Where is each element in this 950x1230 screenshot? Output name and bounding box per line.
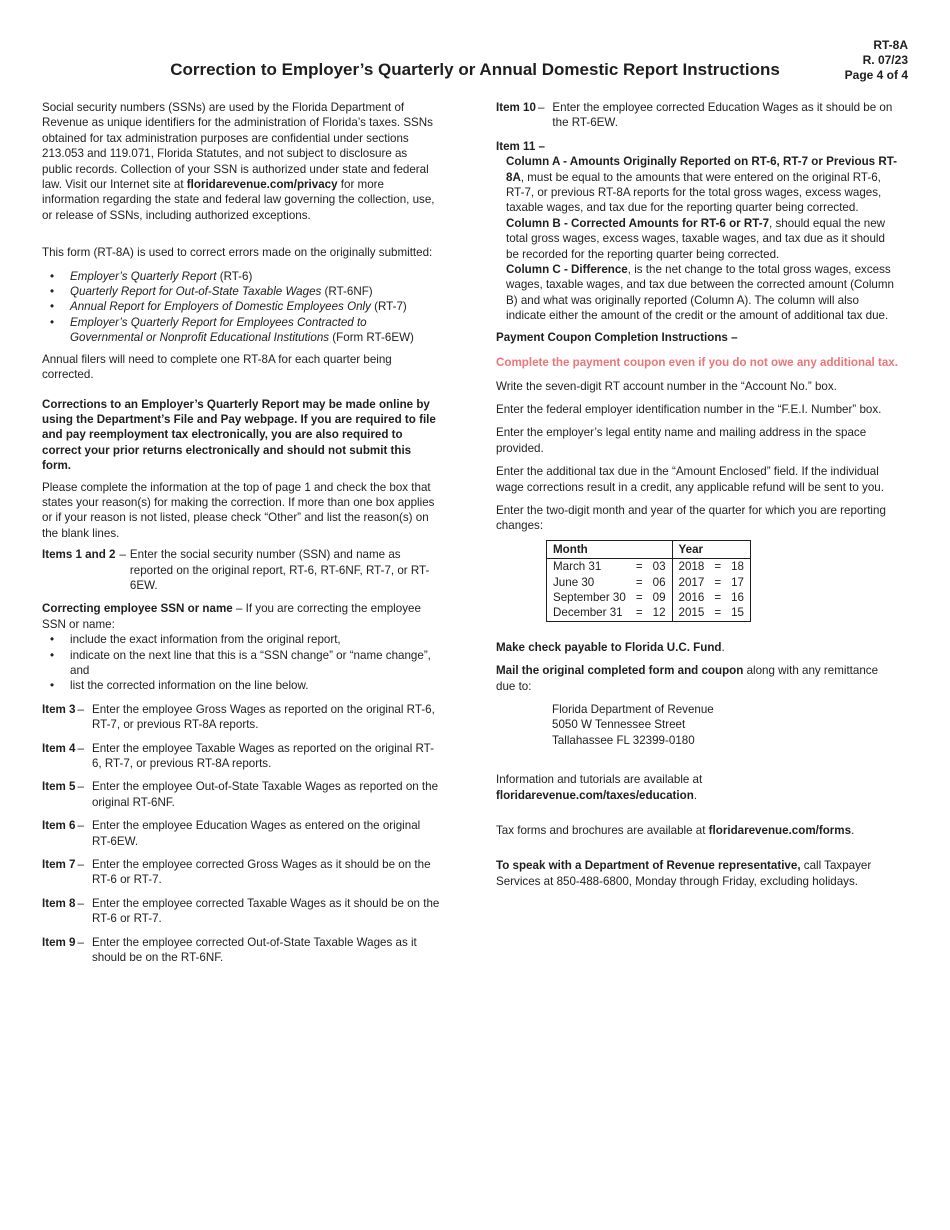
address-line: Tallahassee FL 32399-0180: [552, 733, 695, 747]
form-number: RT-8A: [873, 38, 908, 52]
table-row: December 31 = 12 2015 = 15: [553, 606, 745, 620]
coupon-step: Enter the additional tax due in the “Amount Enclosed” field. If the individual wage corrections result in a credit, any applicable refund will be sent to you.: [496, 465, 884, 494]
table-row: March 31 = 03 2018 = 18: [553, 560, 745, 574]
item-8: Item 8 – Enter the employee corrected Taxable Wages as it should be on the RT-6 or RT-7.: [42, 896, 440, 926]
coupon-step: Enter the two-digit month and year of the quarter for which you are reporting changes:: [496, 503, 886, 533]
table-row: June 30 = 06 2017 = 17: [553, 575, 745, 589]
item-4: Item 4 – Enter the employee Taxable Wages as reported on the original RT-6, RT-7, or previous RT-8A reports.: [42, 741, 434, 771]
coupon-step: Enter the employer’s legal entity name and mailing address in the space provided.: [496, 426, 867, 455]
contact-text: To speak with a Department of Revenue representative, call Taxpayer Services at 850-488-6800, Monday through Friday, excluding holidays.: [496, 859, 872, 888]
list-item: • list the corrected information on the line below.: [42, 678, 440, 693]
column-descriptions: [496, 154, 900, 323]
privacy-link[interactable]: floridarevenue.com/privacy: [186, 178, 338, 192]
month-header: Month: [547, 540, 673, 558]
right-column: [496, 100, 900, 897]
form-revision: R. 07/23: [862, 53, 908, 67]
coupon-step: Enter the federal employer identification number in the “F.E.I. Number” box.: [496, 402, 882, 416]
coupon-heading: Payment Coupon Completion Instructions –: [496, 330, 738, 344]
list-item: • Employer’s Quarterly Report for Employees Contracted to Governmental or Nonprofit Educational Institutions (Form RT-6EW): [42, 315, 440, 346]
ssn-steps-list: [42, 632, 440, 694]
item-9: Item 9 – Enter the employee corrected Out-of-State Taxable Wages as it should be on the RT-6NF.: [42, 935, 417, 965]
item-5: Item 5 – Enter the employee Out-of-State Taxable Wages as reported on the original RT-6NF.: [42, 780, 439, 809]
education-link[interactable]: floridarevenue.com/taxes/education: [496, 788, 694, 802]
left-column: [42, 100, 440, 974]
column-c-description: Column C - Difference, is the net change to the total gross wages, excess wages, taxable wages, and tax due between the corrected amount (Column B) and what was originally reported (Column A). The column will also indicate either the amount of the credit or the amount of additional tax due.: [506, 263, 894, 323]
form-used-text: This form (RT-8A) is used to correct errors made on the originally submitted:: [42, 246, 433, 260]
forms-text: Tax forms and brochures are available at floridarevenue.com/forms.: [496, 824, 855, 838]
mailing-address: [496, 702, 900, 748]
quarter-code-table: [546, 540, 751, 622]
item-6: Item 6 – Enter the employee Education Wages as entered on the original RT-6EW.: [42, 819, 421, 848]
complete-info-text: Please complete the information at the top of page 1 and check the box that states your reason(s) for making the correction. If more than one box applies or if your reason is not listed, please check “Other” and list the reason(s) on the blank lines.: [42, 480, 435, 540]
list-item: • indicate on the next line that this is a “SSN change” or “name change”, and: [42, 648, 440, 679]
check-payable: Make check payable to Florida U.C. Fund.: [496, 640, 725, 654]
ssn-paragraph: Social security numbers (SSNs) are used by the Florida Department of Revenue as unique identifiers for the administration of Florida’s taxes. SSNs obtained for tax administration purposes are confidential under sections 213.053 and 119.071, Florida Statutes, and not subject to disclosure as public records. Collection of your SSN is authorized under state and federal law. Visit our Internet site at floridarevenue.com/privacy for more information regarding the state and federal law governing the collection, use, or release of SSNs, including authorized exceptions.: [42, 101, 435, 222]
column-a-description: Column A - Amounts Originally Reported on RT-6, RT-7 or Previous RT-8A, must be equal to the amounts that were entered on the original RT-6, RT-7, or previous RT-8A reports for the total gross wages, excess wages, taxable wages, and tax due for the reporting quarter being corrected.: [506, 155, 897, 215]
info-text: Information and tutorials are available at floridarevenue.com/taxes/education.: [496, 773, 703, 802]
mail-instructions: Mail the original completed form and coupon along with any remittance due to:: [496, 664, 879, 693]
items-1-2: Items 1 and 2 – Enter the social security number (SSN) and name as reported on the original report, RT-6, RT-6NF, RT-7, or RT-6EW.: [42, 548, 430, 592]
list-item: • Quarterly Report for Out-of-State Taxable Wages (RT-6NF): [42, 284, 440, 299]
forms-link[interactable]: floridarevenue.com/forms: [708, 824, 852, 838]
list-item: • include the exact information from the original report,: [42, 632, 440, 647]
annual-filers-text: Annual filers will need to complete one RT-8A for each quarter being corrected.: [42, 352, 392, 382]
list-item: • Annual Report for Employers of Domestic Employees Only (RT-7): [42, 299, 440, 314]
item-11: Item 11 –: [496, 139, 545, 153]
item-7: Item 7 – Enter the employee corrected Gross Wages as it should be on the RT-6 or RT-7.: [42, 858, 431, 887]
coupon-notice: Complete the payment coupon even if you do not owe any additional tax.: [496, 356, 898, 370]
year-header: Year: [672, 540, 750, 558]
coupon-step: Write the seven-digit RT account number in the “Account No.” box.: [496, 379, 837, 393]
list-item: • Employer’s Quarterly Report (RT-6): [42, 269, 440, 284]
page-title: Correction to Employer’s Quarterly or Annual Domestic Report Instructions: [170, 60, 780, 79]
address-line: Florida Department of Revenue: [552, 703, 714, 716]
address-line: 5050 W Tennessee Street: [552, 718, 686, 732]
online-notice: Corrections to an Employer’s Quarterly Report may be made online by using the Department’s File and Pay webpage. If you are required to file and pay reemployment tax electronically, you are also required to correct your prior returns electronically and should not submit this form.: [42, 397, 436, 473]
correcting-ssn: Correcting employee SSN or name – If you are correcting the employee SSN or name:: [42, 602, 421, 631]
column-b-description: Column B - Corrected Amounts for RT-6 or RT-7, should equal the new total gross wages, excess wages, taxable wages, and tax due as it should be recorded for the reporting quarter being corrected.: [506, 216, 886, 261]
page-number: Page 4 of 4: [844, 68, 908, 82]
table-row: September 30 = 09 2016 = 16: [553, 590, 745, 604]
report-list: [42, 269, 440, 346]
item-10: Item 10 – Enter the employee corrected Education Wages as it should be on the RT-6EW.: [496, 101, 893, 130]
item-3: Item 3 – Enter the employee Gross Wages as reported on the original RT-6, RT-7, or previous RT-8A reports.: [42, 702, 435, 732]
